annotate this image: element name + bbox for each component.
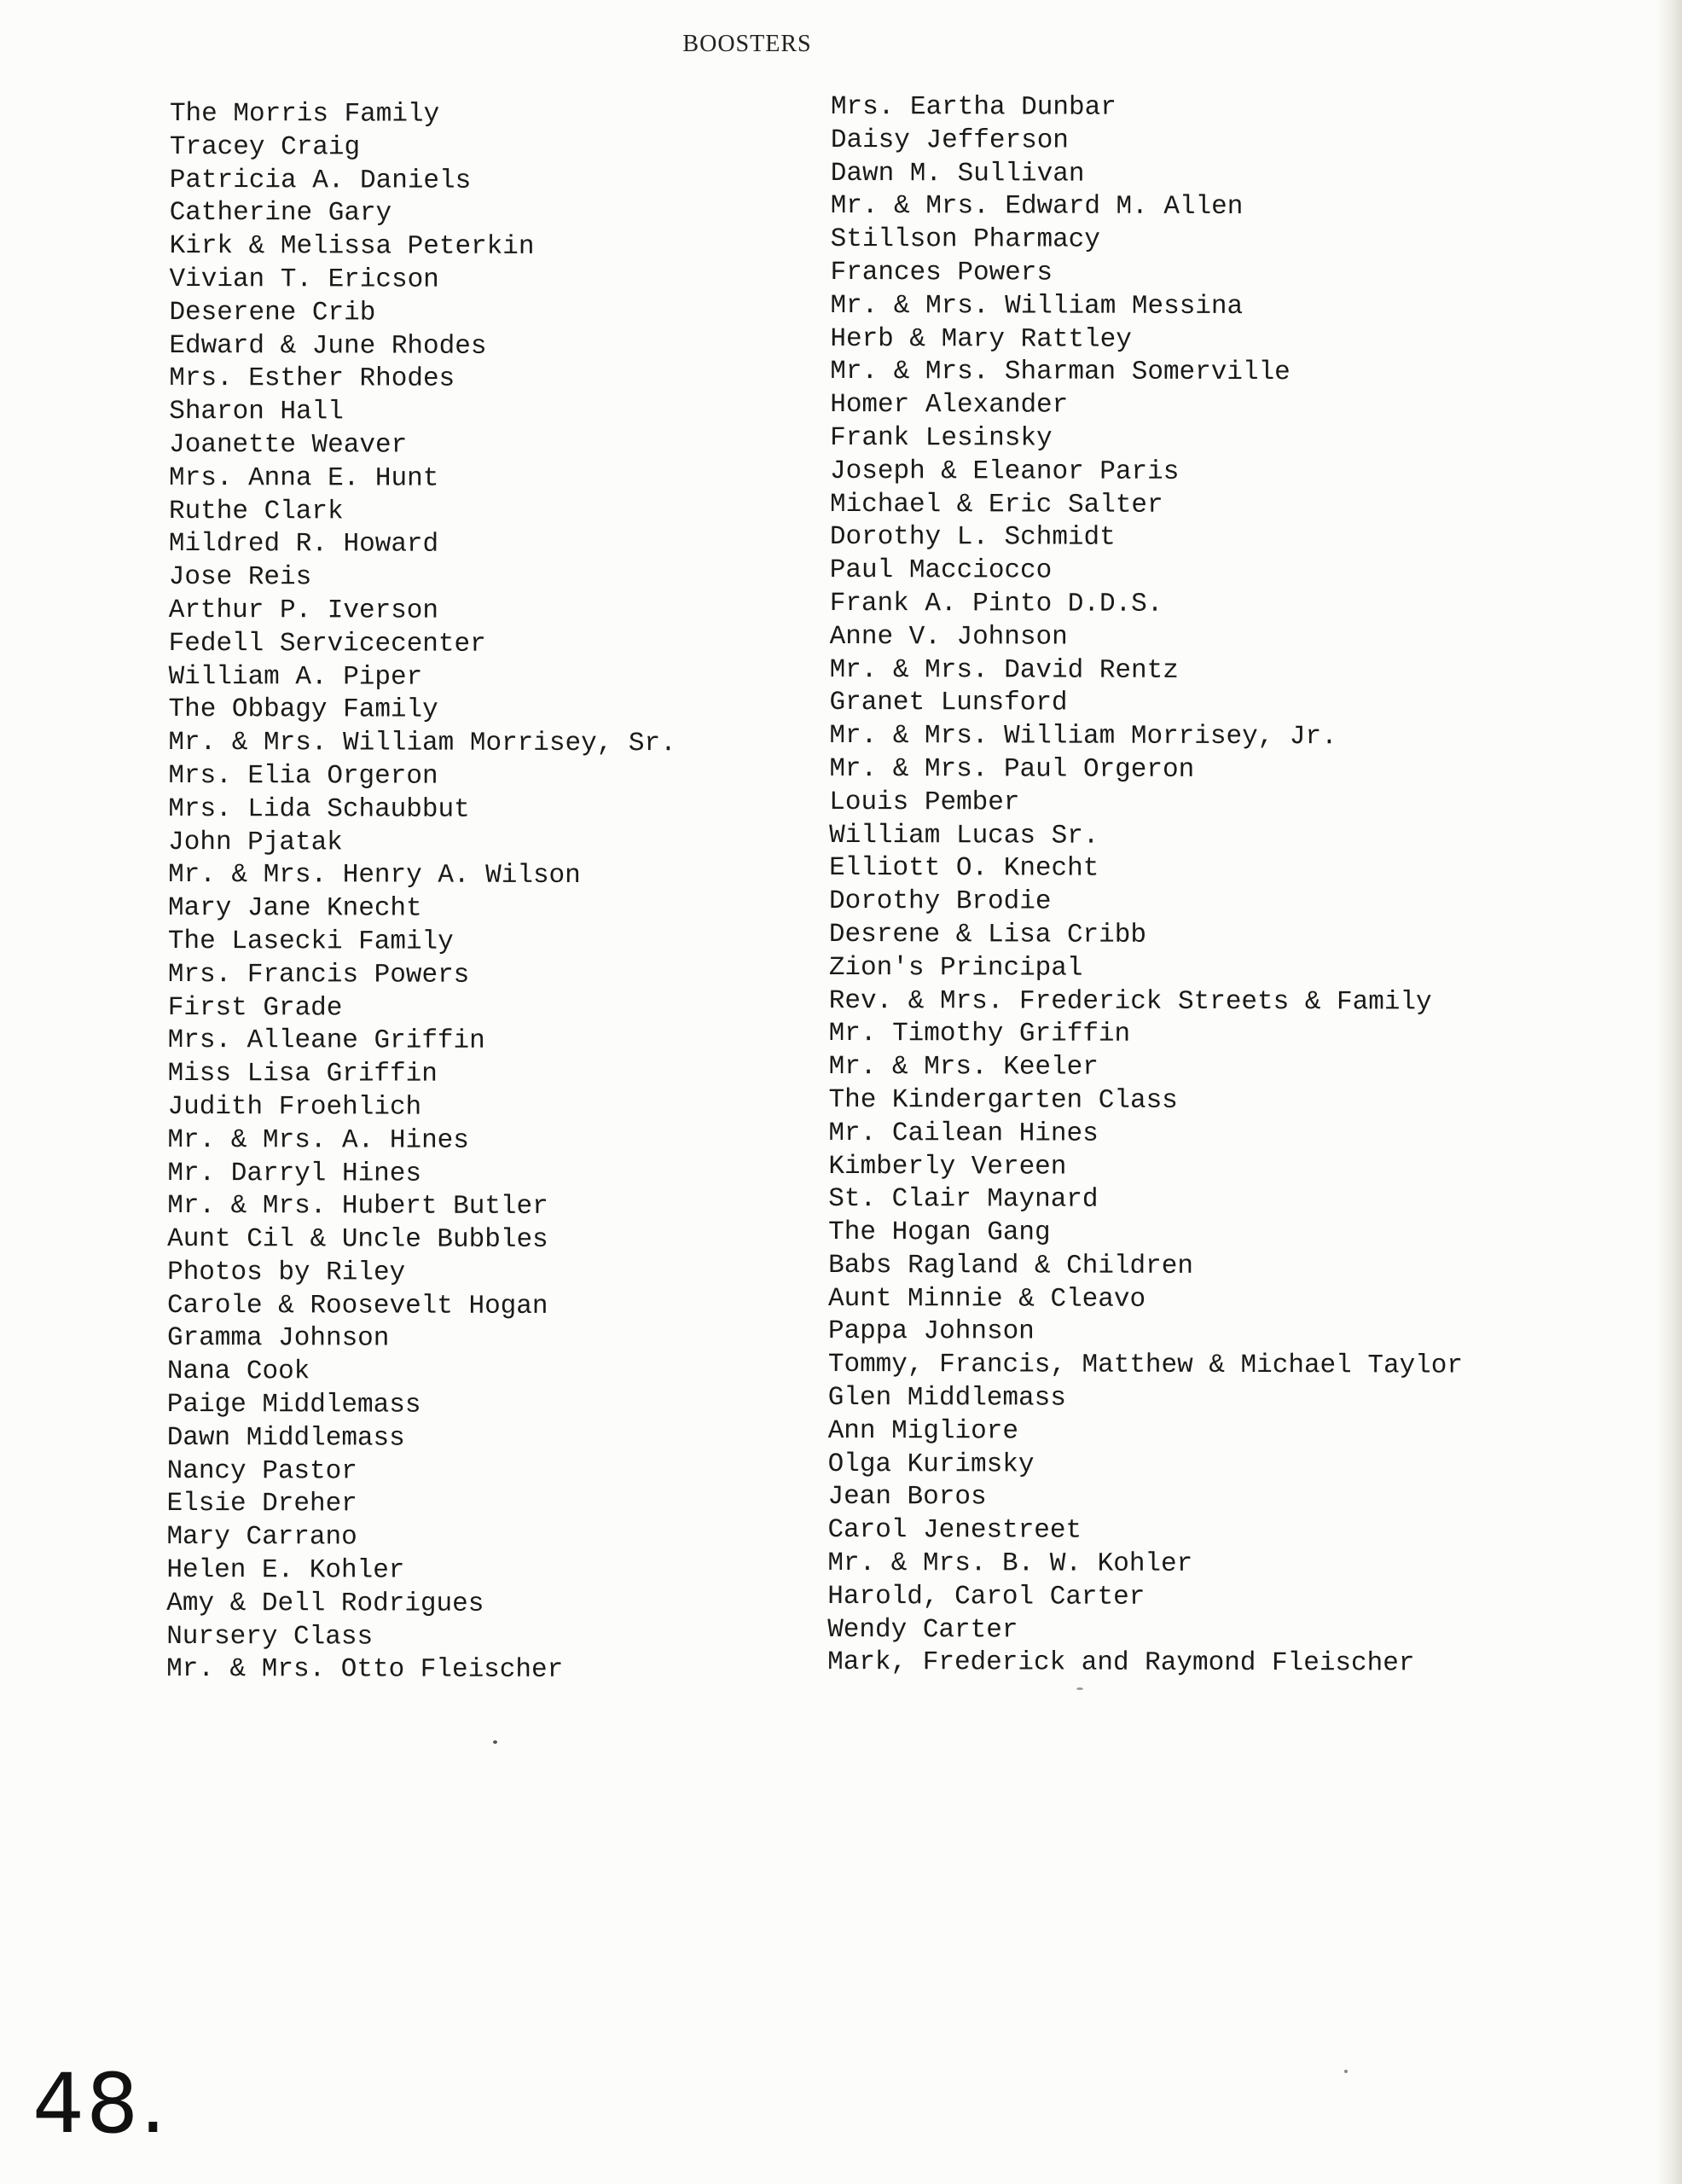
ink-speck	[1076, 1687, 1083, 1690]
booster-name: Mrs. Anna E. Hunt	[169, 462, 439, 494]
booster-name: Catherine Gary	[169, 198, 392, 229]
booster-name: Jose Reis	[168, 562, 312, 593]
booster-name: William Lucas Sr.	[829, 820, 1099, 851]
handwritten-page-number: 48.	[32, 2056, 168, 2152]
booster-name: Mr. & Mrs. Edward M. Allen	[830, 191, 1244, 223]
page-edge	[1656, 0, 1682, 2184]
booster-name: Aunt Minnie & Cleavo	[827, 1283, 1146, 1315]
booster-name: Joseph & Eleanor Paris	[830, 456, 1180, 487]
booster-name: Babs Ragland & Children	[828, 1250, 1194, 1281]
booster-name: William A. Piper	[168, 661, 423, 693]
booster-name: Dorothy Brodie	[828, 886, 1052, 917]
booster-name: Rev. & Mrs. Frederick Streets & Family	[828, 985, 1432, 1017]
booster-name: Nursery Class	[166, 1621, 374, 1653]
booster-name: Zion's Principal	[828, 952, 1083, 984]
booster-name: The Morris Family	[169, 99, 440, 130]
booster-name: Carole & Roosevelt Hogan	[166, 1290, 548, 1321]
booster-name: Mrs. Alleane Griffin	[167, 1025, 485, 1057]
booster-name: Mr. & Mrs. B. W. Kohler	[827, 1548, 1193, 1579]
booster-name: Edward & June Rhodes	[169, 330, 487, 362]
booster-name: Tommy, Francis, Matthew & Michael Taylor	[827, 1350, 1464, 1381]
page-title: BOOSTERS	[682, 31, 812, 57]
booster-name: Judith Froehlich	[167, 1091, 422, 1123]
booster-name: Jean Boros	[827, 1482, 987, 1513]
booster-name: Mr. & Mrs. Keeler	[828, 1052, 1099, 1083]
booster-name: Carol Jenestreet	[827, 1515, 1082, 1546]
booster-name: John Pjatak	[168, 827, 343, 857]
booster-name: Frank Lesinsky	[830, 422, 1053, 454]
booster-name: Mr. & Mrs. Paul Orgeron	[829, 753, 1195, 785]
booster-name: Mr. & Mrs. William Morrisey, Sr.	[168, 728, 676, 759]
booster-name: Arthur P. Iverson	[168, 595, 439, 626]
booster-name: Deserene Crib	[169, 297, 376, 328]
booster-name: Fedell Servicecenter	[168, 628, 486, 659]
booster-name: Amy & Dell Rodrigues	[166, 1588, 484, 1619]
booster-name: Nana Cook	[166, 1356, 310, 1387]
booster-name: Tracey Craig	[169, 131, 361, 163]
booster-name: Mr. Cailean Hines	[828, 1118, 1099, 1149]
booster-name: Frances Powers	[830, 257, 1053, 288]
booster-name: The Obbagy Family	[168, 694, 438, 726]
booster-name: Photos by Riley	[167, 1257, 406, 1288]
booster-name: Gramma Johnson	[166, 1323, 390, 1355]
booster-name: Granet Lunsford	[829, 688, 1068, 718]
booster-name: Helen E. Kohler	[166, 1555, 405, 1586]
booster-name: Mr. & Mrs. Sharman Somerville	[830, 357, 1290, 388]
booster-name: Anne V. Johnson	[829, 621, 1068, 653]
booster-name: Kirk & Melissa Peterkin	[169, 231, 535, 263]
booster-name: Mr. & Mrs. William Messina	[830, 290, 1244, 322]
booster-name: Aunt Cil & Uncle Bubbles	[167, 1224, 548, 1256]
booster-name: Dorothy L. Schmidt	[829, 522, 1116, 554]
booster-name: The Hogan Gang	[828, 1217, 1051, 1248]
booster-name: Mr. & Mrs. Otto Fleischer	[166, 1654, 564, 1686]
booster-name: Mary Carrano	[166, 1522, 357, 1553]
booster-name: Homer Alexander	[830, 390, 1069, 421]
booster-name: Mr. & Mrs. A. Hines	[167, 1124, 469, 1156]
booster-name: First Grade	[167, 992, 343, 1023]
booster-name: Mr. & Mrs. William Morrisey, Jr.	[829, 721, 1337, 752]
booster-name: Mrs. Elia Orgeron	[168, 760, 438, 792]
booster-name: Joanette Weaver	[169, 429, 408, 461]
booster-name: Michael & Eric Salter	[829, 489, 1163, 520]
booster-name: Stillson Pharmacy	[830, 224, 1100, 255]
booster-name: Mrs. Francis Powers	[167, 959, 470, 990]
booster-name: Ann Migliore	[827, 1415, 1018, 1447]
booster-name: Mildred R. Howard	[168, 529, 439, 561]
booster-name: Mr. Timothy Griffin	[828, 1019, 1131, 1050]
ink-speck	[493, 1740, 497, 1744]
booster-name: Louis Pember	[829, 787, 1020, 818]
booster-name: Mr. & Mrs. David Rentz	[829, 654, 1179, 686]
booster-name: Frank A. Pinto D.D.S.	[829, 588, 1163, 619]
ink-speck	[1344, 2070, 1348, 2073]
booster-name: Paige Middlemass	[166, 1390, 421, 1420]
booster-name: Kimberly Vereen	[828, 1151, 1067, 1182]
booster-name: Mary Jane Knecht	[167, 893, 422, 924]
booster-name: Pappa Johnson	[827, 1316, 1035, 1347]
booster-name: Patricia A. Daniels	[169, 165, 472, 196]
booster-name: Miss Lisa Griffin	[167, 1059, 438, 1089]
booster-name: Vivian T. Ericson	[169, 264, 439, 295]
booster-name: Mark, Frederick and Raymond Fleischer	[827, 1647, 1415, 1679]
booster-name: Sharon Hall	[169, 397, 344, 427]
booster-name: Mr. Darryl Hines	[167, 1158, 422, 1189]
booster-name: Olga Kurimsky	[827, 1449, 1035, 1480]
booster-name: The Lasecki Family	[167, 926, 454, 957]
booster-name: Mrs. Eartha Dunbar	[830, 92, 1116, 123]
booster-name: Dawn M. Sullivan	[830, 158, 1085, 189]
booster-name: Herb & Mary Rattley	[830, 323, 1132, 355]
booster-name: Elsie Dreher	[166, 1489, 357, 1519]
booster-name: Mr. & Mrs. Henry A. Wilson	[168, 860, 581, 892]
booster-name: Desrene & Lisa Cribb	[828, 919, 1147, 950]
booster-name: Nancy Pastor	[166, 1455, 357, 1487]
booster-name: Elliott O. Knecht	[829, 853, 1099, 884]
booster-name: St. Clair Maynard	[828, 1184, 1099, 1215]
booster-name: The Kindergarten Class	[828, 1084, 1178, 1116]
booster-name: Wendy Carter	[827, 1614, 1018, 1646]
booster-name: Mrs. Esther Rhodes	[169, 363, 455, 395]
boosters-left-column	[166, 98, 677, 1687]
booster-name: Glen Middlemass	[827, 1383, 1066, 1414]
booster-name: Ruthe Clark	[168, 496, 344, 526]
boosters-right-column	[827, 91, 1465, 1682]
booster-name: Mrs. Lida Schaubbut	[168, 793, 470, 825]
booster-name: Paul Macciocco	[829, 555, 1053, 586]
booster-name: Mr. & Mrs. Hubert Butler	[167, 1191, 548, 1223]
booster-name: Daisy Jefferson	[830, 125, 1069, 156]
booster-name: Dawn Middlemass	[166, 1422, 405, 1454]
booster-name: Harold, Carol Carter	[827, 1581, 1146, 1612]
